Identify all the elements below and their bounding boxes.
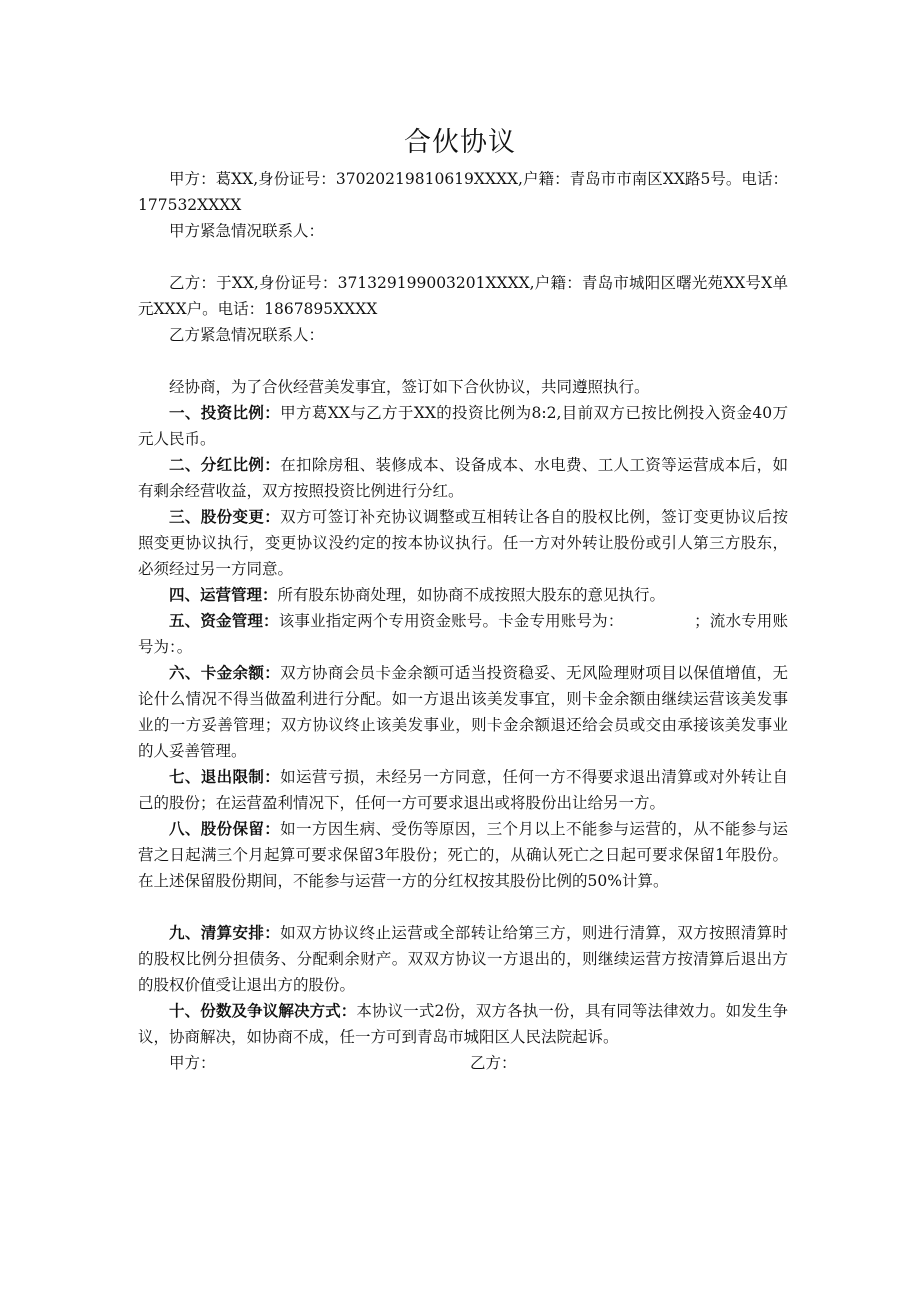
clause-heading: 八、股份保留： [169,819,281,838]
clause-body: 本协议一式2份，双方各执一份，具有同等法律效力。如发生争议，协商解决，如协商不成，任一方可到青岛市城阳区人民法院起诉。 [138,1002,788,1046]
clause-body: 所有股东协商处理，如协商不成按照大股东的意见执行。 [277,586,666,604]
clause-dividend-ratio [138,452,788,504]
clause-body: 该事业指定两个专用资金账号。卡金专用账号为： ；流水专用账号为：。 [138,612,788,656]
clause-heading: 三、股份变更： [169,507,281,526]
signature-party-b: 乙方： [470,1054,517,1072]
clause-body: 甲方葛XX与乙方于XX的投资比例为8:2,目前双方已按比例投入资金40万元人民币。 [138,404,788,448]
clause-body: 双方协商会员卡金余额可适当投资稳妥、无风险理财项目以保值增值，无论什么情况不得当做盈利进行分配。如一方退出该美发事宜，则卡金余额由继续运营该美发事业的一方妥善管理；双方协议终止该美发事业，则卡金余额退还给会员或交由承接该美发事业的人妥善管理。 [138,664,788,760]
clause-heading: 一、投资比例： [169,403,281,422]
party-b-emergency-contact: 乙方紧急情况联系人： [169,326,325,344]
clause-body: 如双方协议终止运营或全部转让给第三方，则进行清算，双方按照清算时的股权比例分担债务、分配剩余财产。双双方协议一方退出的，则继续运营方按清算后退出方的股权价值受让退出方的股份。 [138,924,788,994]
clause-heading: 四、运营管理： [169,585,278,604]
document-title: 合伙协议 [404,127,516,158]
clause-body: 如一方因生病、受伤等原因，三个月以上不能参与运营的，从不能参与运营之日起满三个月起算可要求保留3年股份；死亡的，从确认死亡之日起可要求保留1年股份。在上述保留股份期间，不能参与运营一方的分红权按其股份比例的50%计算。 [138,820,788,890]
clause-exit-limits [138,764,788,816]
agreement-intro: 经协商，为了合伙经营美发事宜，签订如下合伙协议，共同遵照执行。 [169,378,650,396]
party-a-info: 甲方：葛XX,身份证号：37020219810619XXXX,户籍：青岛市市南区XX路5号。电话：177532XXXX [138,170,788,214]
clause-body: 在扣除房租、装修成本、设备成本、水电费、工人工资等运营成本后，如有剩余经营收益，双方按照投资比例进行分红。 [138,456,788,500]
clause-heading: 十、份数及争议解决方式： [169,1001,357,1020]
clause-copies-disputes [138,998,788,1050]
clause-body: 如运营亏损，未经另一方同意，任何一方不得要求退出清算或对外转让自己的股份；在运营盈利情况下，任何一方可要求退出或将股份出让给另一方。 [138,768,788,812]
clause-heading: 六、卡金余额： [169,663,281,682]
clause-share-retention [138,816,788,894]
clause-fund-management [138,608,788,660]
party-b-info: 乙方：于XX,身份证号：371329199003201XXXX,户籍：青岛市城阳区曙光苑XX号X单元XXX户。电话：1867895XXXX [138,274,788,318]
clause-heading: 九、清算安排： [169,923,281,942]
clause-body: 双方可签订补充协议调整或互相转让各自的股权比例，签订变更协议后按照变更协议执行，变更协议没约定的按本协议执行。任一方对外转让股份或引人第三方股东，必须经过另一方同意。 [138,508,788,578]
clause-liquidation [138,920,788,998]
signature-party-a: 甲方： [169,1054,216,1072]
clause-heading: 二、分红比例： [169,455,281,474]
clause-operations [138,582,788,608]
clause-heading: 七、退出限制： [169,767,281,786]
party-a-emergency-contact: 甲方紧急情况联系人： [169,222,325,240]
clause-heading: 五、资金管理： [169,611,279,630]
clause-card-balance [138,660,788,764]
clause-investment-ratio [138,400,788,452]
clause-share-change [138,504,788,582]
